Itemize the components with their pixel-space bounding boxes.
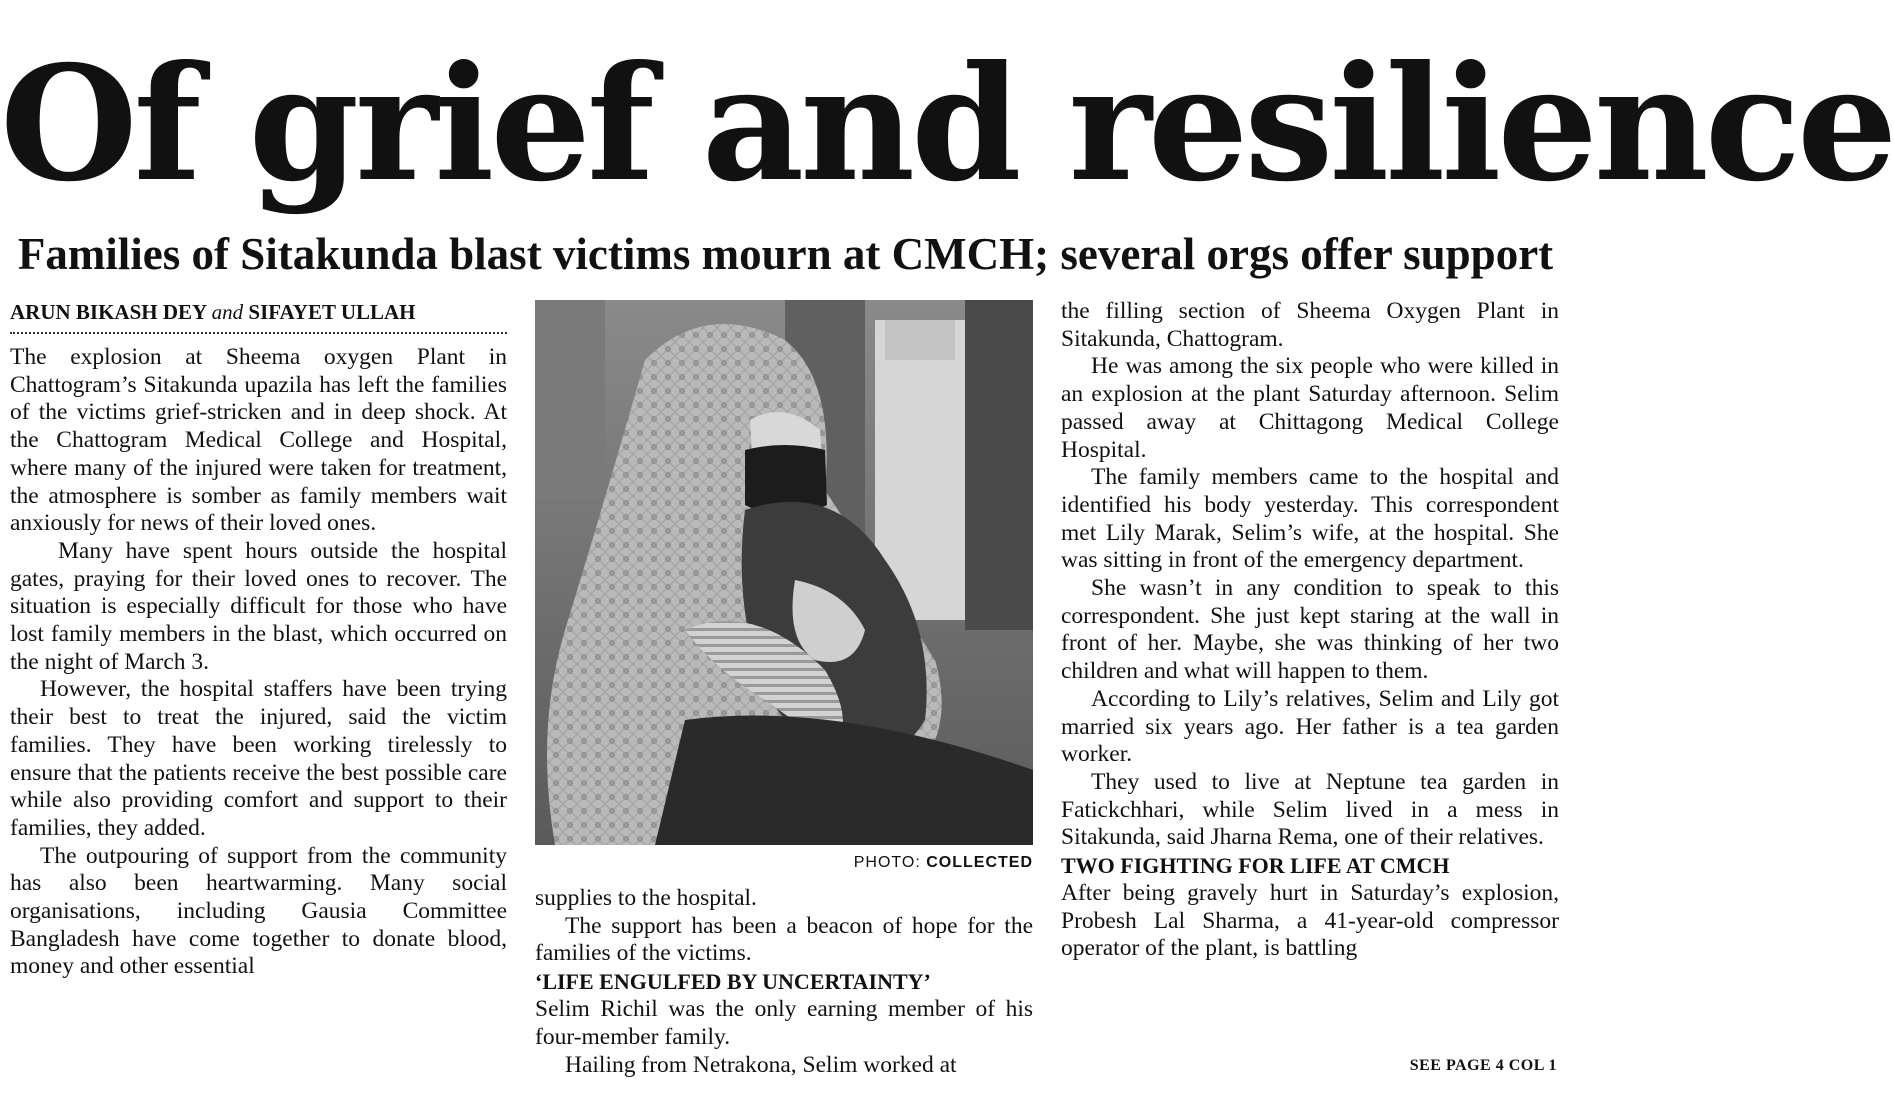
continuation-jump: SEE PAGE 4 COL 1 (1409, 1057, 1557, 1074)
paragraph: However, the hospital staffers have been trying their best to treat the injured, said the victim families. They have been working tirelessly to ensure that the patients receive the best possible care while also providing comfort and support to their families, they added. (10, 676, 507, 841)
paragraph: Many have spent hours outside the hospital gates, praying for their loved ones to recover. The situation is especially difficult for those who have lost family members in the blast, which occurred on the night of March 3. (10, 537, 507, 675)
paragraph: the filling section of Sheema Oxygen Plant in Sitakunda, Chattogram. (1061, 298, 1559, 352)
headline: Of grief and resilience (0, 32, 1894, 217)
subheadline: Families of Sitakunda blast victims mourn at CMCH; several orgs offer support (17, 229, 1554, 279)
photo-credit-source: COLLECTED (926, 854, 1033, 871)
paragraph: Hailing from Netrakona, Selim worked at (565, 1051, 957, 1078)
paragraph: The outpouring of support from the community has also been heartwarming. Many social organisations, including Gausia Committee Bangladesh have come together to donate blood, money and other essential (10, 842, 507, 980)
photo-illustration (535, 300, 1033, 845)
photo-credit-label: PHOTO: (853, 854, 921, 871)
news-photo (535, 300, 1033, 845)
byline (10, 298, 507, 334)
article-column-1 (10, 298, 507, 981)
article-column-3 (1061, 298, 1559, 963)
byline-conjunction: and (211, 300, 244, 324)
byline-author-2: SIFAYET ULLAH (248, 300, 416, 324)
paragraph: She wasn’t in any condition to speak to this correspondent. She just kept staring at the wall in front of her. Maybe, she was thinking of her two children and what will happen to them. (1061, 575, 1559, 685)
paragraph: The explosion at Sheema oxygen Plant in Chattogram’s Sitakunda upazila has left the families of the victims grief-stricken and in deep shock. At the Chattogram Medical College and Hospital, where many of the injured were taken for treatment, the atmosphere is somber as family members wait anxiously for news of their loved ones. (10, 344, 507, 537)
paragraph: According to Lily’s relatives, Selim and Lily got married six years ago. Her father is a tea garden worker. (1061, 685, 1559, 768)
paragraph: They used to live at Neptune tea garden in Fatickchhari, while Selim lived in a mess in Sitakunda, said Jharna Rema, one of their relatives. (1061, 768, 1559, 851)
byline-author-1: ARUN BIKASH DEY (10, 300, 207, 324)
paragraph: supplies to the hospital. (535, 885, 757, 911)
article-column-2 (535, 300, 1033, 1079)
paragraph: He was among the six people who were killed in an explosion at the plant Saturday afternoon. Selim passed away at Chittagong Medical College Hospital. (1061, 353, 1559, 463)
photo-credit (535, 853, 1033, 873)
paragraph: Selim Richil was the only earning member of his four-member family. (535, 996, 1033, 1050)
paragraph: The support has been a beacon of hope for the families of the victims. (535, 912, 1033, 967)
section-subheading: TWO FIGHTING FOR LIFE AT CMCH (1061, 853, 1450, 879)
paragraph: After being gravely hurt in Saturday’s explosion, Probesh Lal Sharma, a 41-year-old compressor operator of the plant, is battling (1061, 880, 1559, 962)
paragraph: The family members came to the hospital and identified his body yesterday. This correspondent met Lily Marak, Selim’s wife, at the hospital. She was sitting in front of the emergency department. (1061, 464, 1559, 574)
section-subheading: ‘LIFE ENGULFED BY UNCERTAINTY’ (535, 969, 931, 995)
